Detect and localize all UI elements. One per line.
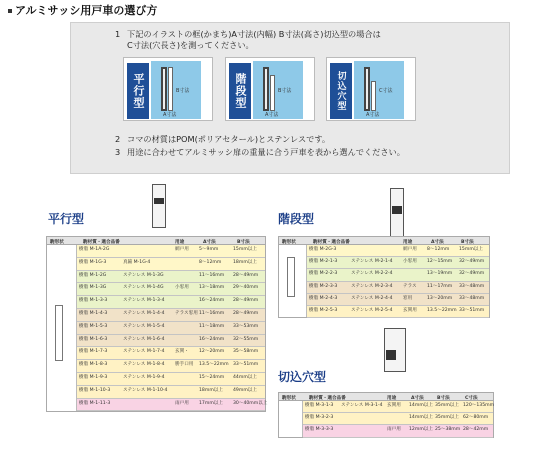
cut-product-image	[376, 328, 416, 372]
page-title: アルミサッシ用戸車の選び方	[8, 2, 157, 18]
note-1-cont: C寸法(穴長さ)を測ってください。	[127, 40, 254, 50]
cell-model2: ステンレス M-2-5-4	[351, 308, 393, 313]
cell-model: 樹脂 M-1-3G	[79, 285, 107, 291]
cell-model: 樹脂 M-2-1-3	[309, 259, 338, 265]
table-row	[77, 386, 265, 399]
cell-model: 樹脂 M-1-9-3	[79, 375, 108, 380]
cell-a: 15〜24mm	[199, 375, 225, 380]
cell-b: 18mm以上	[233, 259, 257, 265]
cell-a: 14mm以上	[409, 415, 433, 421]
cell-use: 玄関用	[403, 308, 417, 313]
dim-c-label: C寸法	[379, 88, 393, 94]
cell-model2: ステンレス M-3-1-4	[341, 403, 383, 408]
cell-b: 33〜51mm	[459, 308, 485, 313]
dim-b-label: B寸法	[176, 88, 190, 94]
cell-use: 勝手口用	[175, 362, 194, 368]
cell-use: 玄関・	[175, 349, 189, 355]
cell-model: 樹脂 M-1-10-3	[79, 387, 111, 393]
table-step	[278, 236, 490, 318]
dim-b-label: B寸法	[278, 88, 292, 94]
cell-a: 16〜24mm	[199, 336, 225, 342]
table-row	[307, 282, 489, 294]
note-1: 1 下記のイラストの框(かまち)A寸法(内幅) B寸法(高さ)切込型の場合は	[115, 29, 381, 39]
cell-a: 12〜20mm	[199, 349, 225, 355]
cell-use: 玄関用	[387, 403, 401, 408]
cell-model: 樹脂 M-2-3-3	[309, 283, 338, 289]
cell-b: 35mm以上	[435, 403, 459, 408]
cell-model: 樹脂 M-1-11-3	[79, 400, 111, 406]
cell-b: 15mm以上	[233, 247, 257, 252]
cell-model2: ステンレス M-1-3G	[123, 272, 164, 278]
table-row	[307, 257, 489, 269]
cell-model2: ステンレス M-2-2-4	[351, 271, 393, 277]
cell-a: 5〜9mm	[199, 247, 219, 252]
section-title-step: 階段型	[278, 212, 315, 226]
table-header: 駒形状 駒材質・適合品番 用途 A寸法 B寸法	[279, 237, 489, 245]
cell-a: 8〜12mm	[427, 247, 450, 252]
cell-use: 雨戸用	[387, 427, 401, 433]
table-row	[77, 309, 265, 322]
cell-use: 小窓用	[403, 259, 417, 265]
table-row	[307, 306, 489, 318]
cell-model: 樹脂 M-1A-2G	[79, 247, 110, 252]
type-label: 平行型	[127, 63, 149, 119]
cell-c: 120〜135mm	[463, 403, 495, 408]
wheel-shape-icon	[287, 257, 295, 297]
cell-model: 樹脂 M-1-5-3	[79, 323, 108, 329]
cell-b: 32〜55mm	[233, 336, 259, 342]
cell-a: 16〜24mm	[199, 298, 225, 304]
table-row	[303, 425, 493, 437]
cell-a: 14mm以上	[409, 403, 433, 408]
cell-a: 11〜18mm	[199, 323, 225, 329]
shape-column	[47, 245, 77, 411]
instruction-panel	[70, 22, 510, 174]
table-row	[77, 399, 268, 412]
section-title-parallel: 平行型	[48, 212, 85, 226]
cell-model2: ステンレス M-1-3-4	[123, 298, 165, 304]
cell-b: 32〜49mm	[459, 259, 485, 265]
cell-model: 樹脂 M-2-4-3	[309, 295, 338, 301]
cell-a: 11〜16mm	[199, 311, 225, 316]
table-row	[77, 360, 265, 373]
type-box-cut	[326, 57, 416, 121]
cell-model2: ステンレス M-1-8-4	[123, 362, 165, 368]
cell-a: 13〜19mm	[427, 271, 453, 277]
cell-model2: ステンレス M-1-4-4	[123, 311, 165, 316]
type-label: 切込穴型	[330, 63, 352, 119]
table-cut	[278, 392, 494, 438]
type-label: 階段型	[229, 63, 251, 119]
table-row	[303, 401, 493, 413]
note-3: 3 用途に合わせてアルミサッシ扉の重量に合う戸車を表から選んでください。	[115, 147, 405, 157]
table-row	[77, 373, 265, 386]
cell-model: 樹脂 M-3-3-3	[305, 427, 334, 433]
cell-model: 樹脂 M-2G-3	[309, 247, 337, 252]
cell-b: 44mm以上	[233, 375, 257, 380]
cell-model: 樹脂 M-1-6-3	[79, 336, 108, 342]
cell-model: 樹脂 M-1-3-3	[79, 298, 108, 304]
cell-a: 13.5〜22mm	[427, 308, 457, 313]
frame-illustration	[354, 61, 404, 119]
frame-illustration	[253, 61, 303, 119]
table-row	[77, 296, 265, 309]
cell-use: 窓用	[403, 295, 413, 301]
table-row	[77, 245, 265, 258]
cell-c: 62〜80mm	[463, 415, 489, 421]
dim-a-label: A寸法	[265, 112, 279, 118]
cell-use: テラス窓用	[175, 311, 198, 316]
cell-model2: ステンレス M-1-6-4	[123, 336, 165, 342]
table-row	[307, 294, 489, 306]
table-header: 駒形状 駒材質・適合品番 用途 A寸法 B寸法	[47, 237, 265, 245]
shape-column	[279, 245, 307, 317]
cell-a: 13〜20mm	[427, 295, 453, 301]
cell-use: 網戸用	[175, 247, 189, 252]
cell-a: 11〜17mm	[427, 283, 453, 289]
cell-b: 35mm以上	[435, 415, 459, 421]
note-2: 2 コマの材質はPOM(ポリアセタール)とステンレスです。	[115, 134, 331, 144]
cell-model: 樹脂 M-1-2G	[79, 272, 107, 278]
cell-b: 33〜53mm	[233, 323, 259, 329]
table-row	[77, 347, 265, 360]
cell-c: 28〜42mm	[463, 427, 489, 433]
cell-a: 12mm以上	[409, 427, 433, 433]
cell-b: 49mm以上	[233, 387, 257, 393]
cell-model: 樹脂 M-3-1-3	[305, 403, 334, 408]
cell-use: 小窓用	[175, 285, 189, 291]
table-row	[303, 413, 493, 425]
cell-use: テラス	[403, 283, 417, 289]
table-row	[77, 322, 265, 335]
cell-a: 8〜12mm	[199, 259, 222, 265]
frame-illustration	[151, 61, 201, 119]
cell-a: 13〜18mm	[199, 285, 225, 291]
cell-b: 33〜51mm	[233, 362, 259, 368]
cell-model2: ステンレス M-2-3-4	[351, 283, 393, 289]
cell-model: 樹脂 M-1-8-3	[79, 362, 108, 368]
cell-model2: ステンレス M-2-4-4	[351, 295, 393, 301]
cell-a: 18mm以上	[199, 387, 223, 393]
cell-b: 28〜49mm	[233, 311, 259, 316]
cell-b: 32〜49mm	[459, 271, 485, 277]
cell-model: 樹脂 M-1-4-3	[79, 311, 108, 316]
cell-use: 網戸用	[403, 247, 417, 252]
cell-b: 30〜40mm以上	[233, 400, 268, 406]
cell-b: 28〜49mm	[233, 272, 259, 278]
cell-model2: ステンレス M-2-1-4	[351, 259, 393, 265]
cell-use: 雨戸用	[175, 400, 189, 406]
cell-model2: ステンレス M-1-9-4	[123, 375, 165, 380]
table-header: 駒形状 駒材質・適合品番 用途 A寸法 B寸法 C寸法	[279, 393, 493, 401]
table-row	[77, 283, 265, 296]
cell-b: 35〜58mm	[233, 349, 259, 355]
cell-model: 樹脂 M-2-2-3	[309, 271, 338, 277]
cell-model: 樹脂 M-2-5-3	[309, 308, 338, 313]
cell-model2: ステンレス M-1-7-4	[123, 349, 165, 355]
cell-a: 11〜16mm	[199, 272, 225, 278]
cell-model: 樹脂 M-1G-3	[79, 259, 107, 265]
wheel-shape-icon	[55, 305, 63, 361]
cell-b: 15mm以上	[459, 247, 483, 252]
table-row	[307, 269, 489, 281]
cell-model: 樹脂 M-1-7-3	[79, 349, 108, 355]
cell-b: 33〜48mm	[459, 295, 485, 301]
shape-column	[279, 401, 303, 437]
dim-a-label: A寸法	[366, 112, 380, 118]
type-box-parallel	[123, 57, 213, 121]
cell-model: 樹脂 M-3-2-3	[305, 415, 334, 421]
table-row	[307, 245, 489, 257]
cell-b: 29〜40mm	[233, 285, 259, 291]
type-box-step	[225, 57, 315, 121]
table-row	[77, 335, 265, 348]
cell-b: 25〜38mm	[435, 427, 461, 433]
section-title-cut: 切込穴型	[278, 370, 327, 384]
cell-a: 12〜15mm	[427, 259, 453, 265]
cell-a: 17mm以上	[199, 400, 223, 406]
table-parallel	[46, 236, 266, 412]
cell-b: 33〜48mm	[459, 283, 485, 289]
cell-model2: ステンレス M-1-4G	[123, 285, 164, 291]
dim-a-label: A寸法	[163, 112, 177, 118]
table-row	[77, 258, 265, 271]
cell-b: 28〜49mm	[233, 298, 259, 304]
cell-model2: ステンレス M-1-5-4	[123, 323, 165, 329]
cell-model2: 真鍮 M-1G-4	[123, 259, 151, 265]
table-row	[77, 271, 265, 284]
parallel-product-image	[140, 184, 180, 228]
cell-model2: ステンレス M-1-10-4	[123, 387, 168, 393]
cell-a: 13.5〜22mm	[199, 362, 229, 368]
step-product-image	[380, 188, 420, 238]
